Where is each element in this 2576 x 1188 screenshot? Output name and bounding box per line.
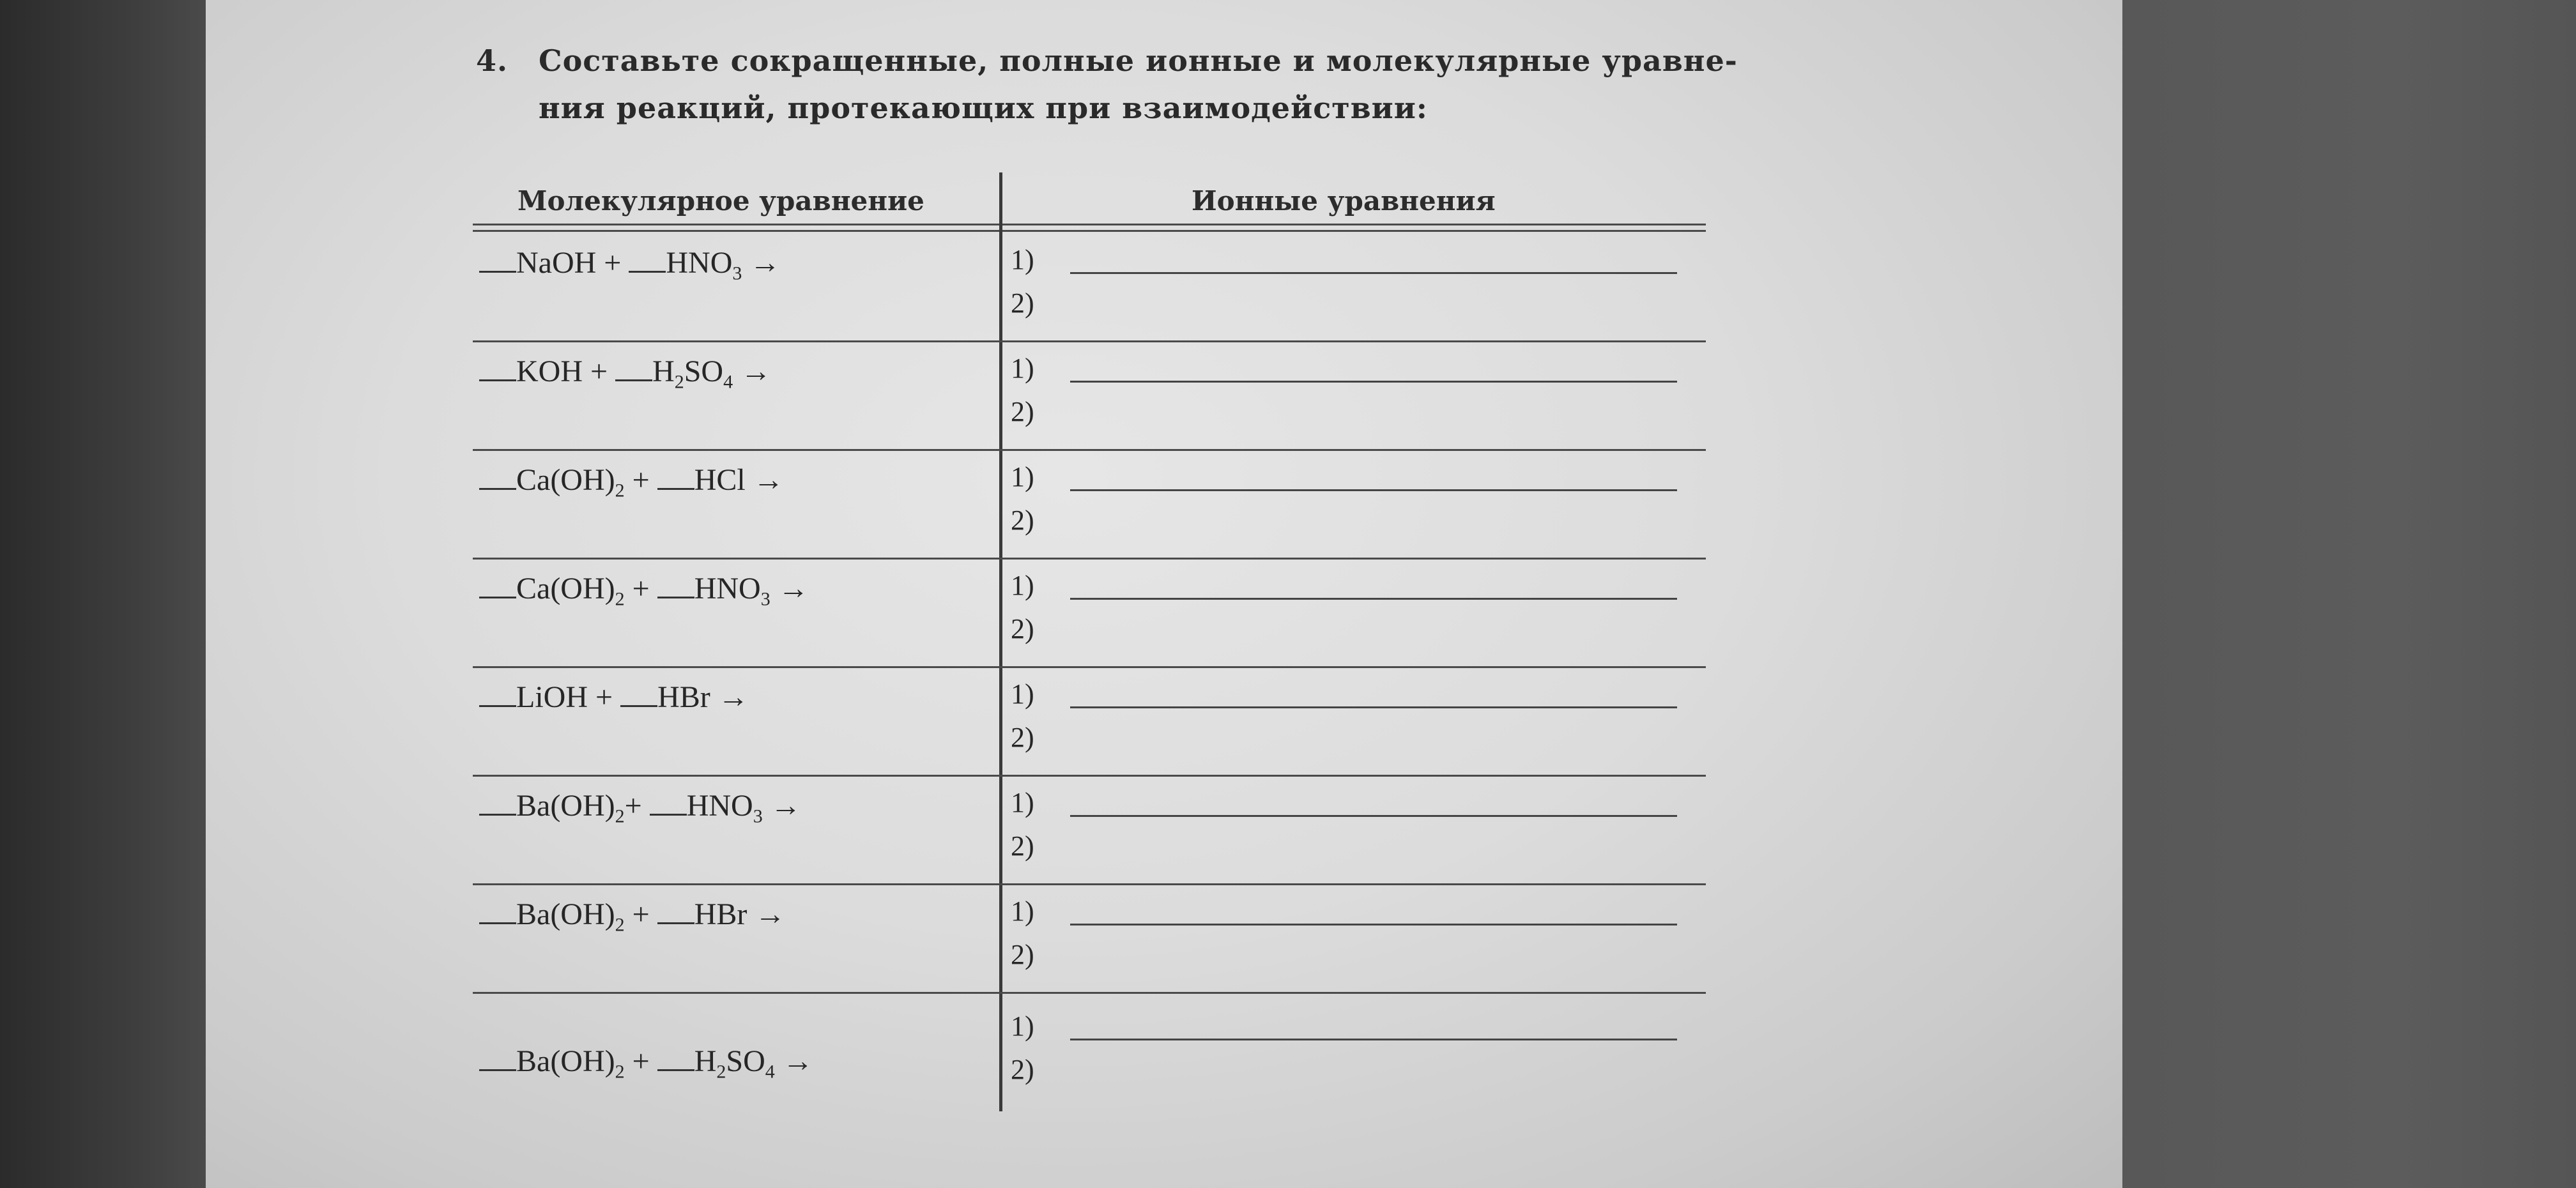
equation-text: HNO [666, 246, 733, 280]
subscript: 2 [615, 914, 625, 936]
task-line-2: ния реакций, протекающих при взаимодействии: [539, 91, 1428, 125]
table-row [473, 234, 1706, 342]
equation-text: HBr → [657, 680, 749, 714]
molecular-equation [479, 1039, 813, 1095]
equation-text: Ba(OH) [516, 1044, 615, 1078]
molecular-equation [479, 566, 809, 622]
coefficient-blank[interactable] [657, 566, 694, 598]
equation-arrow: → [774, 1044, 813, 1078]
item-1-label: 1) [1011, 1010, 1034, 1042]
equation-arrow: → [733, 354, 772, 388]
item-1-label: 1) [1011, 244, 1034, 275]
subscript: 3 [732, 263, 742, 284]
equation-text: HNO [694, 572, 761, 605]
reaction-table [473, 172, 1706, 1111]
table-row [473, 777, 1706, 885]
answer-line[interactable] [1070, 924, 1677, 925]
coefficient-blank[interactable] [479, 349, 516, 381]
equation-text: HCl → [694, 463, 784, 497]
coefficient-blank[interactable] [479, 1039, 516, 1071]
coefficient-blank[interactable] [657, 457, 694, 490]
table-row [473, 668, 1706, 777]
equation-text: SO [684, 354, 724, 388]
task-number: 4. [476, 43, 509, 78]
table-row [473, 560, 1706, 668]
coefficient-blank[interactable] [629, 240, 666, 273]
molecular-equation [479, 674, 749, 720]
coefficient-blank[interactable] [479, 892, 516, 924]
coefficient-blank[interactable] [479, 783, 516, 816]
coefficient-blank[interactable] [657, 892, 694, 924]
table-row [473, 994, 1706, 1111]
equation-text: KOH + [516, 354, 616, 388]
item-1-label: 1) [1011, 678, 1034, 710]
equation-text: H [652, 354, 675, 388]
task-text-1: Составьте сокращенные, полные ионные и молекулярные уравне- [539, 43, 1738, 78]
coefficient-blank[interactable] [615, 349, 652, 381]
item-2-label: 2) [1011, 396, 1034, 427]
header-ionic: Ионные уравнения [1192, 185, 1496, 217]
table-row [473, 885, 1706, 994]
equation-text: SO [726, 1044, 765, 1078]
equation-text: + [624, 789, 650, 823]
molecular-equation [479, 240, 780, 296]
molecular-equation [479, 783, 801, 839]
equation-text: H [694, 1044, 717, 1078]
molecular-equation [479, 349, 771, 405]
equation-text: LiOH + [516, 680, 621, 714]
subscript: 2 [615, 805, 625, 827]
subscript: 2 [615, 480, 625, 501]
equation-text: + [624, 897, 657, 931]
molecular-equation [479, 457, 784, 514]
equation-text: + [624, 572, 657, 605]
table-row [473, 451, 1706, 560]
item-1-label: 1) [1011, 570, 1034, 601]
item-2-label: 2) [1011, 287, 1034, 319]
equation-text: HNO [686, 789, 753, 823]
answer-line[interactable] [1070, 706, 1677, 708]
equation-arrow: → [770, 572, 809, 605]
coefficient-blank[interactable] [479, 457, 516, 490]
coefficient-blank[interactable] [657, 1039, 694, 1071]
coefficient-blank[interactable] [650, 783, 687, 816]
coefficient-blank[interactable] [479, 240, 516, 273]
equation-text: + [624, 1044, 657, 1078]
answer-line[interactable] [1070, 272, 1677, 274]
item-2-label: 2) [1011, 722, 1034, 753]
task-line-1 [476, 37, 1754, 84]
item-2-label: 2) [1011, 505, 1034, 536]
background-surface [2122, 0, 2576, 1188]
item-2-label: 2) [1011, 939, 1034, 970]
table-row [473, 342, 1706, 451]
header-rule-lower [473, 230, 1706, 232]
equation-arrow: → [742, 246, 781, 280]
equation-text: Ca(OH) [516, 572, 615, 605]
answer-line[interactable] [1070, 1039, 1677, 1040]
equation-text: + [624, 463, 657, 497]
item-2-label: 2) [1011, 830, 1034, 862]
answer-line[interactable] [1070, 598, 1677, 600]
subscript: 2 [615, 1061, 625, 1083]
subscript: 3 [760, 588, 770, 610]
equation-text: NaOH + [516, 246, 629, 280]
subscript: 4 [765, 1061, 775, 1083]
answer-line[interactable] [1070, 489, 1677, 491]
subscript: 2 [674, 371, 684, 393]
answer-line[interactable] [1070, 381, 1677, 383]
subscript: 2 [615, 588, 625, 610]
item-1-label: 1) [1011, 895, 1034, 927]
item-1-label: 1) [1011, 461, 1034, 492]
item-2-label: 2) [1011, 613, 1034, 644]
answer-line[interactable] [1070, 815, 1677, 817]
coefficient-blank[interactable] [479, 674, 516, 707]
equation-text: HBr → [694, 897, 786, 931]
equation-text: Ba(OH) [516, 789, 615, 823]
equation-arrow: → [762, 789, 801, 823]
subscript: 3 [753, 805, 763, 827]
subscript: 4 [723, 371, 733, 393]
item-2-label: 2) [1011, 1054, 1034, 1085]
item-1-label: 1) [1011, 787, 1034, 818]
equation-text: Ba(OH) [516, 897, 615, 931]
subscript: 2 [716, 1061, 726, 1083]
coefficient-blank[interactable] [479, 566, 516, 598]
molecular-equation [479, 892, 785, 948]
header-molecular: Молекулярное уравнение [518, 185, 924, 217]
header-rule [473, 224, 1706, 225]
task-statement [476, 37, 1754, 132]
item-1-label: 1) [1011, 353, 1034, 384]
equation-text: Ca(OH) [516, 463, 615, 497]
coefficient-blank[interactable] [620, 674, 657, 707]
